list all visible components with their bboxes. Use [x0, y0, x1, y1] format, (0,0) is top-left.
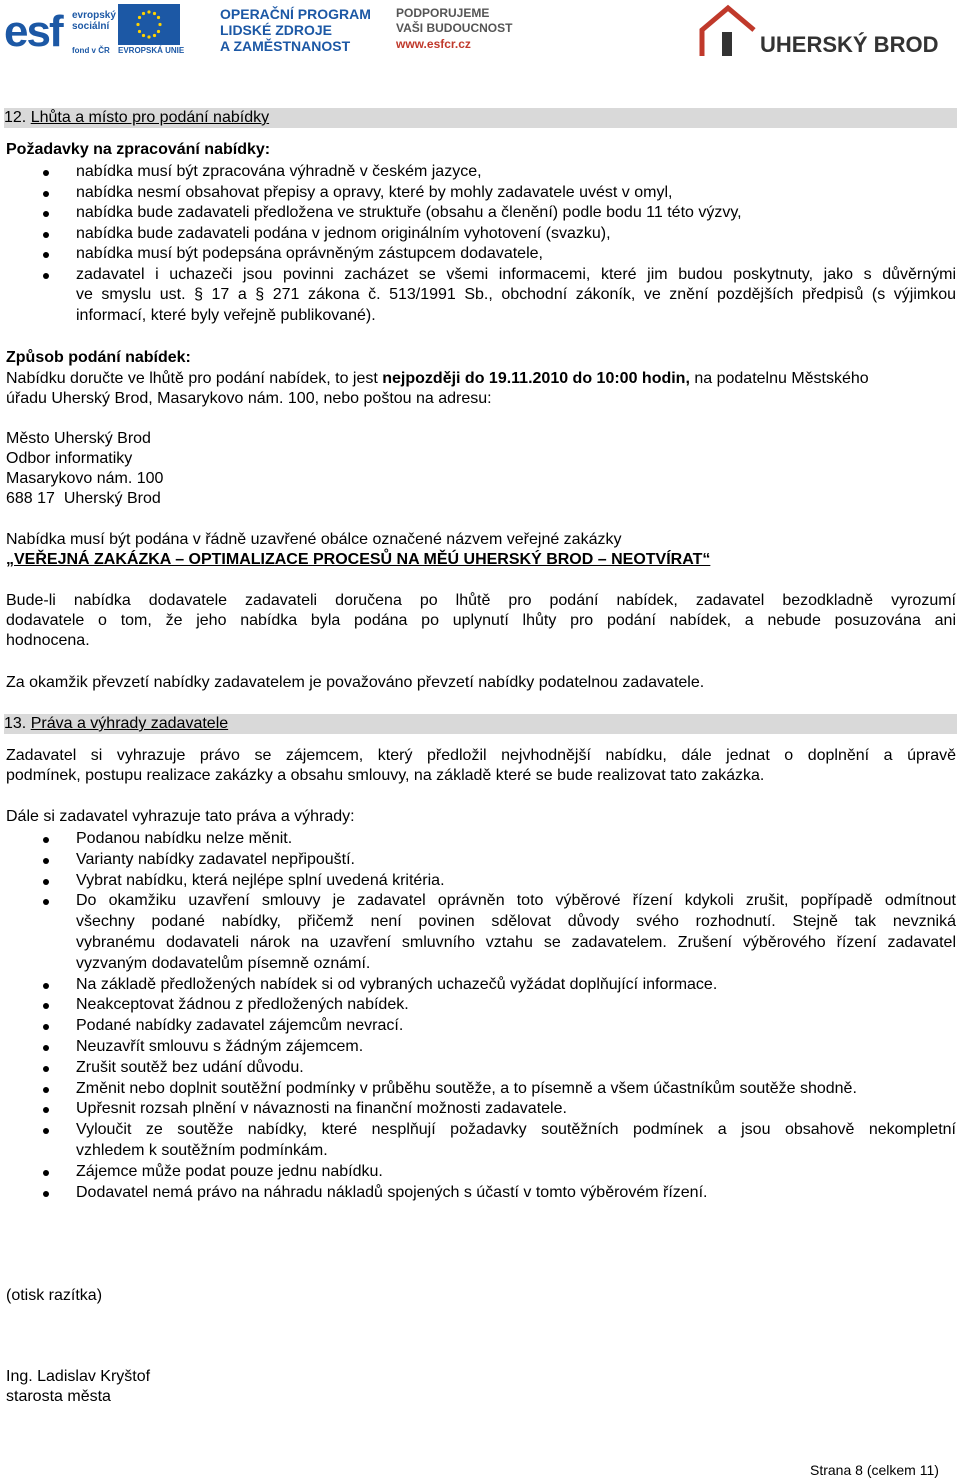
address-line: Odbor informatiky — [6, 450, 133, 467]
section-12-heading — [4, 108, 957, 128]
list-item: zadavatel i uchazeči jsou povinni zacházet se všemi informacemi, které jim budou poskytnuty, jako s důvěrnými ve smyslu ust. § 17 a § 271 zákona č. 513/1991 Sb., obchodní zákoník, ve znění pozdějších předpisů (s výjimkou informací, které byly veřejně publikované). — [76, 265, 956, 327]
late-paragraph: Bude-li nabídka dodavatele zadavateli doručena po lhůtě pro podání nabídek, zadavatel bezodkladně vyrozumí dodavatele o tom, že jeho nabídka byla podána po uplynutí lhůty pro podání nabídek, a nebude posuzována ani hodnocena. — [6, 592, 956, 649]
op-line: A ZAMĚSTNANOST — [220, 38, 351, 54]
envelope-line: Nabídka musí být podána v řádně uzavřené obálce označené názvem veřejné zakázky — [6, 531, 622, 548]
method-line — [6, 369, 956, 389]
list-item: Zrušit soutěž bez udání důvodu. — [76, 1058, 956, 1079]
eu-flag-icon — [118, 4, 180, 45]
signatory-name: Ing. Ladislav Kryštof — [6, 1368, 151, 1385]
reserve-heading: Dále si zadavatel vyhrazuje tato práva a výhrady: — [6, 808, 355, 825]
list-item: Neakceptovat žádnou z předložených nabídek. — [76, 995, 956, 1016]
takeover-paragraph: Za okamžik převzetí nabídky zadavatelem je považováno převzetí nabídky podatelnou zadavatele. — [6, 674, 705, 691]
requirements-list — [76, 162, 956, 326]
method-text: Nabídku doručte ve lhůtě pro podání nabídek, to jest — [6, 370, 383, 387]
section-title: Práva a výhrady zadavatele — [30, 715, 229, 732]
signatory-role: starosta města — [6, 1388, 111, 1405]
method-heading: Způsob podání nabídek: — [6, 349, 191, 366]
list-item: Do okamžiku uzavření smlouvy je zadavatel oprávněn toto výběrové řízení kdykoli zrušit, popřípadě odmítnout všechny podané nabídky, přičemž není povinen sdělovat důvody svého rozhodnutí. Stejně tak nevzniká vybranému dodavateli nárok na uzavření smluvního vztahu se zadavatelem. Zrušení výběrového řízení zadavatel vyzvaným dodavatelům písemně oznámí. — [76, 891, 956, 974]
esf-logo — [4, 2, 184, 57]
esf-fond-text: fond v ČR — [72, 46, 110, 55]
support-logo — [396, 6, 556, 52]
section-number: 13. — [4, 715, 27, 732]
list-item: nabídka nesmí obsahovat přepisy a opravy, které by mohly zadavatele uvést v omyl, — [76, 183, 956, 204]
list-item: Změnit nebo doplnit soutěžní podmínky v průběhu soutěže, a to písemně a všem účastníkům soutěže shodně. — [76, 1079, 956, 1100]
address-line: 688 17 Uherský Brod — [6, 490, 161, 507]
op-line: LIDSKÉ ZDROJE — [220, 22, 333, 38]
city-logo-text: UHERSKÝ BROD — [760, 32, 939, 57]
list-item: Vybrat nabídku, která nejlépe splní uvedená kritéria. — [76, 871, 956, 892]
list-item: Zájemce může podat pouze jednu nabídku. — [76, 1162, 956, 1183]
section-title: Lhůta a místo pro podání nabídky — [30, 109, 270, 126]
support-line: VAŠI BUDOUCNOST — [396, 21, 513, 35]
support-line: PODPORUJEME — [396, 6, 490, 20]
esf-mark: esf — [4, 7, 62, 56]
address-line: Město Uherský Brod — [6, 430, 151, 447]
list-item: nabídka musí být podepsána oprávněným zástupcem dodavatele, — [76, 244, 956, 265]
esf-small-line: sociální — [72, 21, 110, 32]
city-logo — [698, 4, 938, 59]
stamp-placeholder: (otisk razítka) — [6, 1287, 103, 1304]
support-web: www.esfcr.cz — [396, 37, 471, 51]
list-item: nabídka bude zadavateli podána v jednom originálním vyhotovení (svazku), — [76, 224, 956, 245]
list-item: Neuzavřít smlouvu s žádným zájemcem. — [76, 1037, 956, 1058]
deadline: nejpozději do 19.11.2010 do 10:00 hodin, — [382, 370, 690, 387]
list-item: nabídka bude zadavateli předložena ve struktuře (obsahu a členění) podle bodu 11 této výzvy, — [76, 203, 956, 224]
op-logo — [220, 6, 380, 54]
eu-stars-icon — [118, 4, 180, 45]
list-item: Na základě předložených nabídek si od vybraných uchazečů vyžádat doplňující informace. — [76, 975, 956, 996]
city-house-icon — [698, 4, 758, 59]
list-item: Podanou nabídku nelze měnit. — [76, 829, 956, 850]
list-item: nabídka musí být zpracována výhradně v českém jazyce, — [76, 162, 956, 183]
intro-paragraph: Zadavatel si vyhrazuje právo se zájemcem, který předložil nejvhodnější nabídku, dále jednat o doplnění a úpravě podmínek, postupu realizace zakázky a obsahu smlouvy, na základě které se bude realizovat tato zakázka. — [6, 747, 956, 784]
requirements-heading: Požadavky na zpracování nabídky: — [6, 141, 271, 158]
address-line: Masarykovo nám. 100 — [6, 470, 164, 487]
esf-small-text — [72, 10, 116, 32]
page-number: Strana 8 (celkem 11) — [810, 1462, 939, 1478]
section-13-heading — [4, 714, 957, 734]
section-number: 12. — [4, 109, 27, 126]
method-text: na podatelnu Městského — [689, 370, 869, 387]
eu-label: EVROPSKÁ UNIE — [118, 46, 185, 55]
op-line: OPERAČNÍ PROGRAM — [220, 6, 371, 22]
header-logos — [0, 0, 960, 62]
list-item: Varianty nabídky zadavatel nepřipouští. — [76, 850, 956, 871]
list-item: Upřesnit rozsah plnění v návaznosti na finanční možnosti zadavatele. — [76, 1099, 956, 1120]
envelope-name: „VEŘEJNÁ ZAKÁZKA – OPTIMALIZACE PROCESŮ NA MĚÚ UHERSKÝ BROD – NEOTVÍRAT“ — [6, 551, 711, 568]
list-item: Vyloučit ze soutěže nabídky, které nesplňují požadavky soutěžních podmínek a jsou obsahově nekompletní vzhledem k soutěžním podmínkám. — [76, 1120, 956, 1162]
method-line-2: úřadu Uherský Brod, Masarykovo nám. 100, nebo poštou na adresu: — [6, 390, 492, 407]
list-item: Podané nabídky zadavatel zájemcům nevrací. — [76, 1016, 956, 1037]
list-item: Dodavatel nemá právo na náhradu nákladů spojených s účastí v tomto výběrovém řízení. — [76, 1183, 956, 1204]
reserve-list — [76, 829, 956, 1203]
esf-small-line: evropský — [72, 10, 116, 21]
